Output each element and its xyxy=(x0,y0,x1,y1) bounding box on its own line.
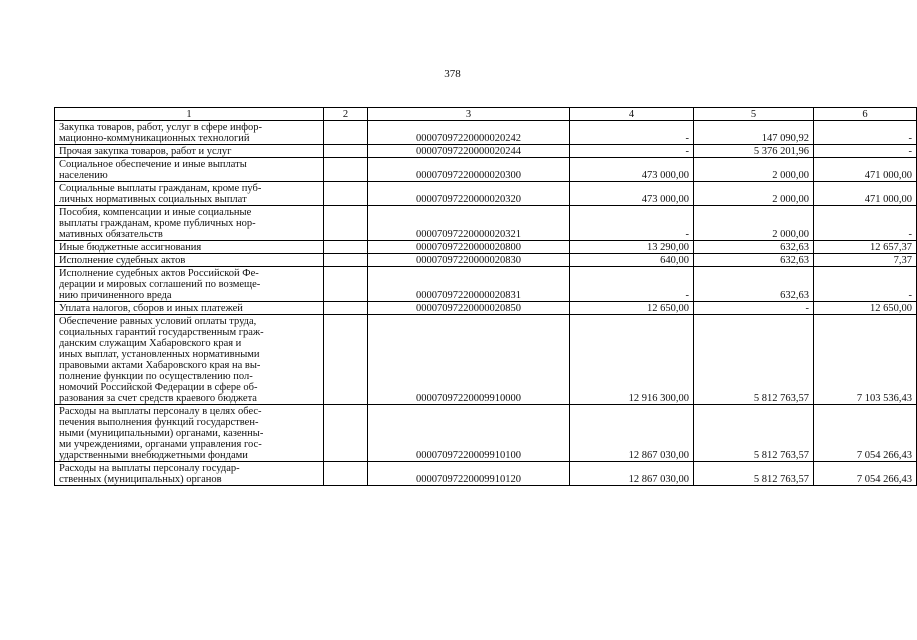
amount-col4-cell: 13 290,00 xyxy=(570,241,694,254)
amount-col5-cell: 632,63 xyxy=(694,241,814,254)
amount-col5-cell: 632,63 xyxy=(694,254,814,267)
amount-col4-cell: 12 650,00 xyxy=(570,302,694,315)
table-row xyxy=(55,405,917,462)
table-header xyxy=(55,108,917,121)
expense-name-line: Расходы на выплаты персоналу в целях обес- xyxy=(59,406,262,417)
budget-code-cell: 00007097220000020242 xyxy=(368,121,570,145)
amount-col6-cell: - xyxy=(814,206,917,241)
expense-name-cell xyxy=(55,158,324,182)
expense-name-line: печения выполнения функций государствен- xyxy=(59,417,259,428)
expense-name-line: выплаты гражданам, кроме публичных нор- xyxy=(59,218,256,229)
amount-col6-cell: 471 000,00 xyxy=(814,158,917,182)
budget-code-cell: 00007097220009910120 xyxy=(368,462,570,486)
expense-name-line: иных выплат, установленных нормативными xyxy=(59,349,260,360)
expense-name-line: Социальные выплаты гражданам, кроме пуб- xyxy=(59,183,262,194)
amount-col5-cell: 2 000,00 xyxy=(694,158,814,182)
expense-name-line: ударственными внебюджетными фондами xyxy=(59,450,248,461)
column-2-cell xyxy=(324,206,368,241)
column-header-6: 6 xyxy=(814,108,917,121)
table-row xyxy=(55,206,917,241)
table-row xyxy=(55,267,917,302)
budget-code-cell: 00007097220000020300 xyxy=(368,158,570,182)
expense-name-line: населению xyxy=(59,170,108,181)
amount-col4-cell: 473 000,00 xyxy=(570,182,694,206)
budget-code-cell: 00007097220000020830 xyxy=(368,254,570,267)
expense-name-line: ственных (муниципальных) органов xyxy=(59,474,222,485)
expense-name-cell xyxy=(55,405,324,462)
amount-col4-cell: 12 867 030,00 xyxy=(570,462,694,486)
page-number: 378 xyxy=(444,68,461,80)
column-2-cell xyxy=(324,182,368,206)
expense-name-line: социальных гарантий государственным граж- xyxy=(59,327,264,338)
expense-name-line: нию причиненного вреда xyxy=(59,290,172,301)
amount-col6-cell: - xyxy=(814,267,917,302)
amount-col4-cell: - xyxy=(570,121,694,145)
budget-code-cell: 00007097220000020800 xyxy=(368,241,570,254)
expense-name-cell xyxy=(55,254,324,267)
amount-col4-cell: - xyxy=(570,145,694,158)
amount-col5-cell: 2 000,00 xyxy=(694,182,814,206)
expense-name-cell xyxy=(55,302,324,315)
expense-name-line: дерации и мировых соглашений по возмеще- xyxy=(59,279,261,290)
amount-col5-cell: 5 812 763,57 xyxy=(694,462,814,486)
amount-col5-cell: - xyxy=(694,302,814,315)
table-body xyxy=(55,121,917,486)
expense-name-cell xyxy=(55,315,324,405)
amount-col5-cell: 5 376 201,96 xyxy=(694,145,814,158)
expense-name-cell xyxy=(55,121,324,145)
amount-col6-cell: - xyxy=(814,145,917,158)
amount-col4-cell: 473 000,00 xyxy=(570,158,694,182)
expense-name-line: мационно-коммуникационных технологий xyxy=(59,133,250,144)
table-row xyxy=(55,121,917,145)
amount-col5-cell: 5 812 763,57 xyxy=(694,315,814,405)
column-header-3: 3 xyxy=(368,108,570,121)
expense-name-line: номочий Российской Федерации в сфере об- xyxy=(59,382,258,393)
table-row xyxy=(55,254,917,267)
amount-col6-cell: 7 103 536,43 xyxy=(814,315,917,405)
header-row xyxy=(55,108,917,121)
expense-name-line: мативных обязательств xyxy=(59,229,163,240)
expense-name-cell xyxy=(55,267,324,302)
column-header-2: 2 xyxy=(324,108,368,121)
column-2-cell xyxy=(324,315,368,405)
amount-col6-cell: 7 054 266,43 xyxy=(814,462,917,486)
amount-col5-cell: 5 812 763,57 xyxy=(694,405,814,462)
budget-code-cell: 00007097220009910000 xyxy=(368,315,570,405)
column-header-5: 5 xyxy=(694,108,814,121)
expense-name-line: полнение функции по осуществлению пол- xyxy=(59,371,253,382)
expense-name-line: ми учреждениями, органами управления гос- xyxy=(59,439,262,450)
column-2-cell xyxy=(324,267,368,302)
amount-col4-cell: 12 867 030,00 xyxy=(570,405,694,462)
column-2-cell xyxy=(324,462,368,486)
expense-name-line: Закупка товаров, работ, услуг в сфере инфор- xyxy=(59,122,263,133)
expense-name-cell xyxy=(55,182,324,206)
column-header-4: 4 xyxy=(570,108,694,121)
column-2-cell xyxy=(324,158,368,182)
expense-name-line: разования за счет средств краевого бюджета xyxy=(59,393,257,404)
amount-col6-cell: 12 650,00 xyxy=(814,302,917,315)
expense-name-line: личных нормативных социальных выплат xyxy=(59,194,247,205)
expense-name-line: ными (муниципальными) органами, казенны- xyxy=(59,428,264,439)
table-row xyxy=(55,158,917,182)
column-2-cell xyxy=(324,254,368,267)
budget-code-cell: 00007097220000020320 xyxy=(368,182,570,206)
expense-name-cell xyxy=(55,241,324,254)
amount-col5-cell: 147 090,92 xyxy=(694,121,814,145)
table-row xyxy=(55,302,917,315)
budget-table xyxy=(54,107,917,486)
expense-name-line: Расходы на выплаты персоналу государ- xyxy=(59,463,240,474)
expense-name-cell xyxy=(55,462,324,486)
expense-name-line: данским служащим Хабаровского края и xyxy=(59,338,242,349)
amount-col5-cell: 2 000,00 xyxy=(694,206,814,241)
amount-col5-cell: 632,63 xyxy=(694,267,814,302)
column-2-cell xyxy=(324,121,368,145)
expense-name-line: Обеспечение равных условий оплаты труда, xyxy=(59,316,257,327)
budget-code-cell: 00007097220000020321 xyxy=(368,206,570,241)
expense-name-line: Иные бюджетные ассигнования xyxy=(59,242,202,253)
expense-name-line: Исполнение судебных актов Российской Фе- xyxy=(59,268,259,279)
amount-col4-cell: - xyxy=(570,267,694,302)
table-row xyxy=(55,241,917,254)
amount-col4-cell: - xyxy=(570,206,694,241)
table-row xyxy=(55,315,917,405)
expense-name-cell xyxy=(55,206,324,241)
column-2-cell xyxy=(324,302,368,315)
budget-code-cell: 00007097220000020244 xyxy=(368,145,570,158)
table-row xyxy=(55,145,917,158)
budget-code-cell: 00007097220000020831 xyxy=(368,267,570,302)
column-2-cell xyxy=(324,241,368,254)
budget-code-cell: 00007097220009910100 xyxy=(368,405,570,462)
expense-name-line: правовыми актами Хабаровского края на вы- xyxy=(59,360,261,371)
amount-col4-cell: 640,00 xyxy=(570,254,694,267)
amount-col6-cell: 7 054 266,43 xyxy=(814,405,917,462)
column-header-1: 1 xyxy=(55,108,324,121)
budget-code-cell: 00007097220000020850 xyxy=(368,302,570,315)
expense-name-line: Социальное обеспечение и иные выплаты xyxy=(59,159,247,170)
amount-col6-cell: - xyxy=(814,121,917,145)
expense-name-cell xyxy=(55,145,324,158)
expense-name-line: Уплата налогов, сборов и иных платежей xyxy=(59,303,243,314)
expense-name-line: Пособия, компенсации и иные социальные xyxy=(59,207,252,218)
amount-col6-cell: 471 000,00 xyxy=(814,182,917,206)
expense-name-line: Прочая закупка товаров, работ и услуг xyxy=(59,146,232,157)
table-row xyxy=(55,462,917,486)
expense-name-line: Исполнение судебных актов xyxy=(59,255,186,266)
column-2-cell xyxy=(324,145,368,158)
amount-col6-cell: 12 657,37 xyxy=(814,241,917,254)
column-2-cell xyxy=(324,405,368,462)
amount-col4-cell: 12 916 300,00 xyxy=(570,315,694,405)
amount-col6-cell: 7,37 xyxy=(814,254,917,267)
table-row xyxy=(55,182,917,206)
